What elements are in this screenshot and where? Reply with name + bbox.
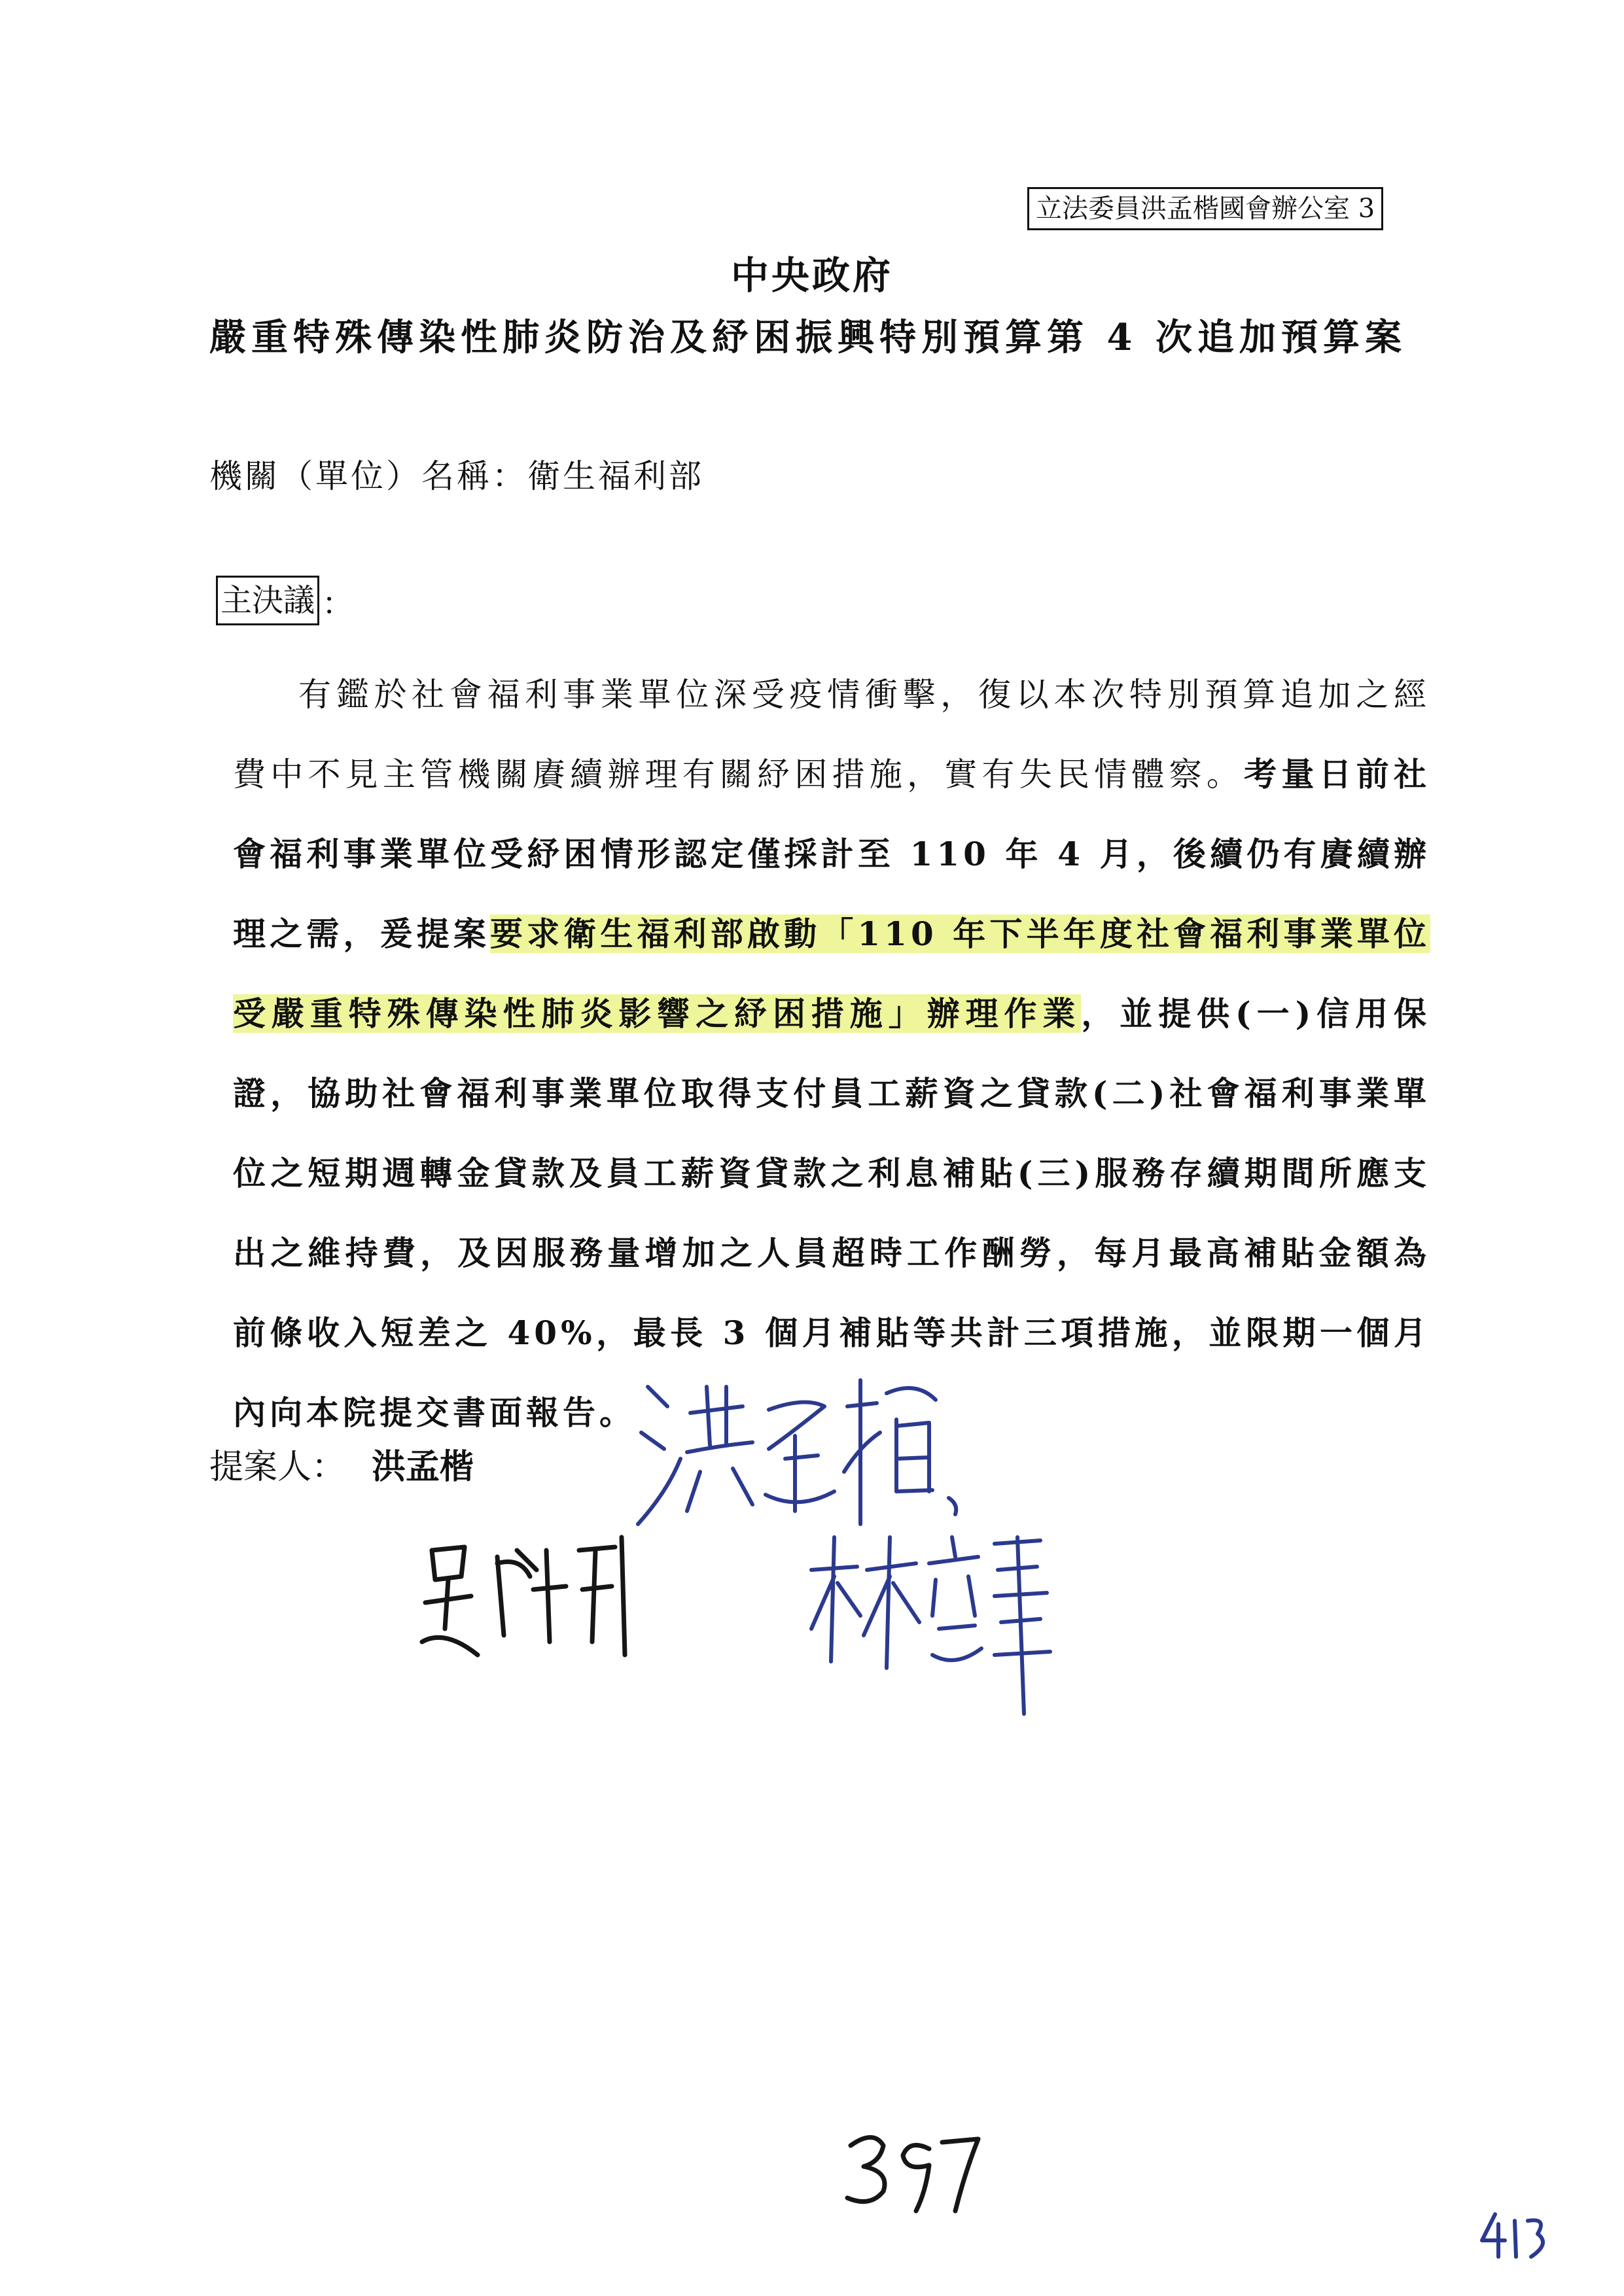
page-mark-image [1475,2208,1554,2267]
document-title: 中央政府 [730,253,893,298]
proposer-label: 提案人： [209,1448,346,1487]
signature-2-image [406,1511,641,1675]
resolution-text-highlight: 要求衛生福利部啟動「110 年下半年度社會福利事業單位受嚴重特殊傳染性肺炎影響之紓困措施」辦理作業 [233,914,1430,1033]
resolution-heading [216,576,353,628]
document-subtitle: 嚴重特殊傳染性肺炎防治及紓困振興特別預算第 4 次追加預算案 [209,316,1407,359]
resolution-body [233,655,1430,1453]
resolution-colon: ： [322,585,354,622]
agency-line: 機關（單位）名稱：衛生福利部 [209,457,704,495]
page-number-image [844,2126,988,2218]
proposer-name: 洪孟楷 [372,1447,474,1487]
signature-3-image [798,1518,1073,1727]
resolution-text-intro: 有鑑於社會福利事業單位深受疫情衝擊，復以本次特別預算追加之經費中不見主管機關賡續辦理有關紓困措施，實有失民情體察。 [233,676,1430,793]
proposer-line [209,1439,474,1488]
resolution-text-measures: ，並提供(一)信用保證，協助社會福利事業單位取得支付員工薪資之貸款(二)社會福利事業單位之短期週轉金貸款及員工薪資貸款之利息補貼(三)服務存續期間所應支出之維持費，及因服務量增加之人員超時工作酬勞，每月最高補貼金額為前條收入短差之 40%，最長 3 個月補貼等共計三項措施，並限期一個月內向本院提交書面報告。 [233,994,1430,1432]
resolution-label: 主決議 [216,576,319,625]
resolution-text-bold: 考量日前社會福利事業單位受紓困情形認定僅採計至 110 年 4 月，後續仍有賡續辦理之需，爰提案 [233,755,1431,953]
office-label-box: 立法委員洪孟楷國會辦公室 3 [1027,187,1383,230]
